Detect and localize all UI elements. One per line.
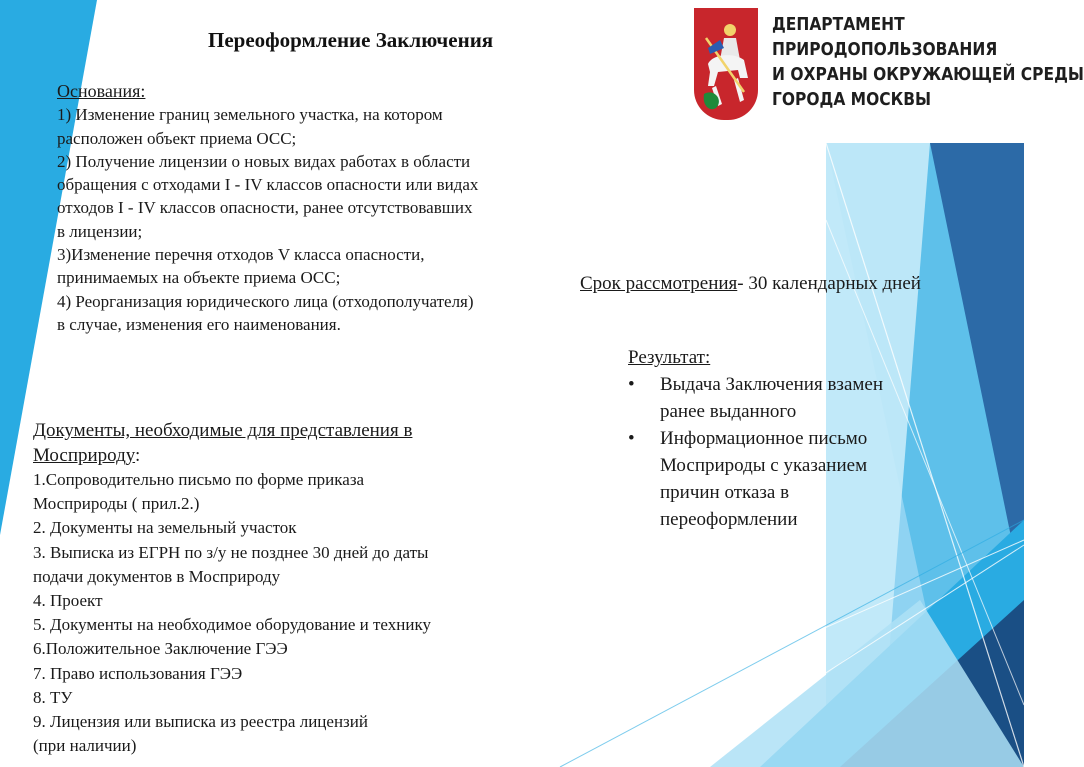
logo-line: ГОРОДА МОСКВЫ xyxy=(772,89,932,110)
grounds-heading: Основания: xyxy=(57,81,146,101)
department-name xyxy=(772,12,1084,112)
logo-line: ПРИРОДОПОЛЬЗОВАНИЯ xyxy=(772,39,998,60)
grounds-line: отходов I - IV классов опасности, ранее отсутствовавших xyxy=(57,198,473,218)
grounds-line: в лицензии; xyxy=(57,221,143,241)
documents-line: подачи документов в Мосприроду xyxy=(33,566,281,586)
documents-line: 9. Лицензия или выписка из реестра лицензий xyxy=(33,712,368,732)
documents-line: 1.Сопроводительно письмо по форме приказа xyxy=(33,470,365,489)
grounds-line: принимаемых на объекте приема ОСС; xyxy=(57,268,341,288)
department-logo xyxy=(694,8,1084,126)
grounds-line: 1) Изменение границ земельного участка, на котором xyxy=(57,105,443,125)
result-item: • Выдача Заключения взамен ранее выданного xyxy=(628,371,928,425)
page-title: Переоформление Заключения xyxy=(208,28,494,52)
documents-line: 5. Документы на необходимое оборудование и технику xyxy=(33,615,431,635)
grounds-line: обращения с отходами I - IV классов опасности или видах xyxy=(57,175,479,195)
documents-heading-line1: Документы, необходимые для представления в xyxy=(33,420,413,441)
grounds-section xyxy=(57,80,587,336)
documents-line: Мосприроды ( прил.2.) xyxy=(33,494,200,514)
moscow-coat-of-arms-icon xyxy=(694,8,758,120)
documents-line: 2. Документы на земельный участок xyxy=(33,518,297,538)
documents-line: (при наличии) xyxy=(33,736,137,756)
review-period xyxy=(580,273,921,295)
result-item: • Информационное письмо Мосприроды с указанием причин отказа в переоформлении xyxy=(628,425,928,533)
documents-heading-mospriroda: Мосприроду xyxy=(33,445,136,466)
documents-section xyxy=(33,418,553,758)
documents-heading-colon: : xyxy=(135,445,141,466)
logo-line: ДЕПАРТАМЕНТ xyxy=(772,14,905,35)
documents-line: 8. ТУ xyxy=(33,687,73,707)
result-list xyxy=(628,371,928,533)
documents-heading-line2 xyxy=(33,443,553,468)
grounds-line: в случае, изменения его наименования. xyxy=(57,314,341,334)
grounds-line: 2) Получение лицензии о новых видах работах в области xyxy=(57,151,471,171)
documents-line: 3. Выписка из ЕГРН по з/у не позднее 30 дней до даты xyxy=(33,542,429,562)
documents-line: 4. Проект xyxy=(33,591,103,611)
review-period-label: Срок рассмотрения xyxy=(580,273,738,294)
documents-line: 6.Положительное Заключение ГЭЭ xyxy=(33,639,288,659)
result-heading: Результат: xyxy=(628,347,711,368)
review-period-value: - 30 календарных дней xyxy=(737,273,921,294)
grounds-line: 3)Изменение перечня отходов V класса опасности, xyxy=(57,245,425,265)
result-section xyxy=(628,344,928,533)
grounds-line: 4) Реорганизация юридического лица (отходополучателя) xyxy=(57,291,474,311)
logo-line: И ОХРАНЫ ОКРУЖАЮЩЕЙ СРЕДЫ xyxy=(772,64,1084,85)
grounds-line: расположен объект приема ОСС; xyxy=(57,128,297,148)
documents-line: 7. Право использования ГЭЭ xyxy=(33,663,243,683)
